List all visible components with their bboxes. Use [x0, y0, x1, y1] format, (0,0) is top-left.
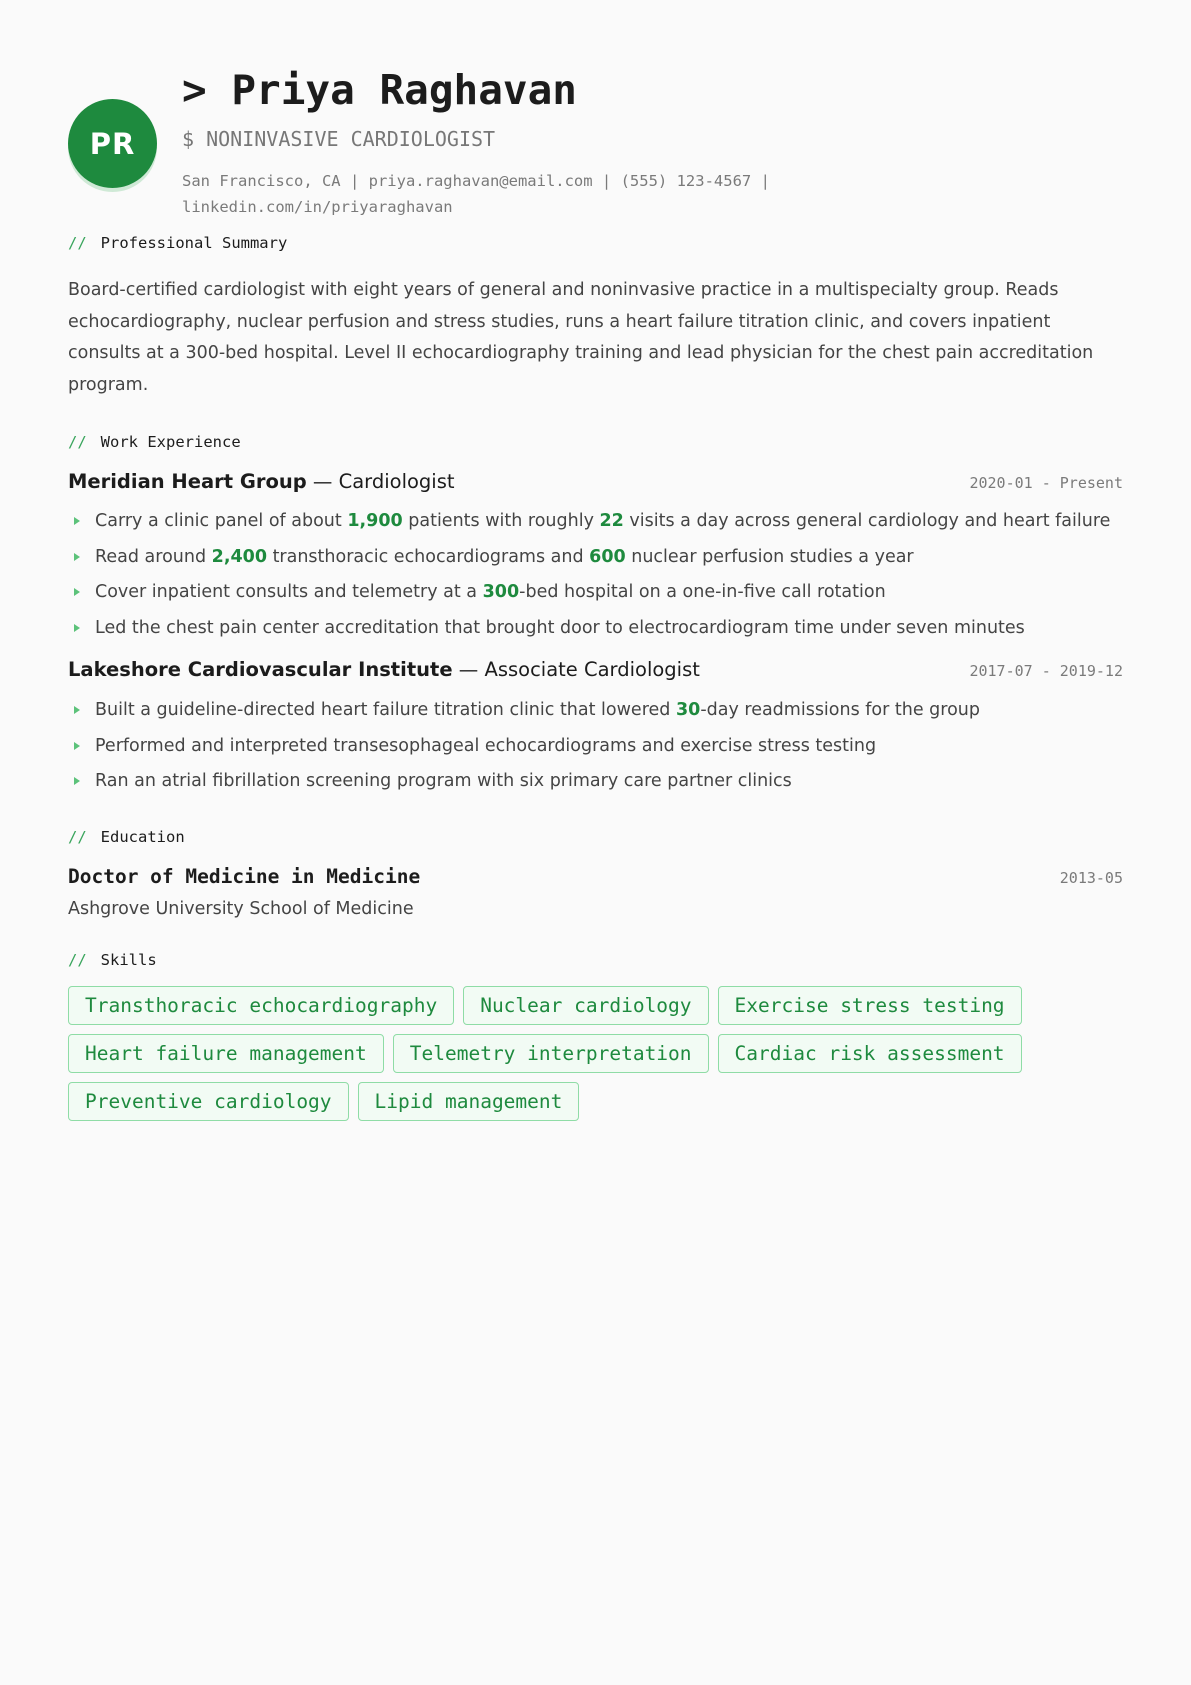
bullet-text: Read around — [95, 546, 212, 567]
bullet-marker-icon — [74, 706, 80, 714]
bullet-text: nuclear perfusion studies a year — [625, 546, 914, 567]
bullet-text: Performed and interpreted transesophageal echocardiograms and exercise stress testing — [95, 735, 877, 756]
job-bullet — [68, 540, 1123, 576]
section-slash: // — [68, 950, 87, 969]
summary-text: Board-certified cardiologist with eight years of general and noninvasive practice in a multispecialty group. Reads echocardiography, nuclear perfusion and stress studies, runs a heart failure titration clinic, and covers inpatient consults at a 300-bed hospital. Level II echocardiography training and lead physician for the chest pain accreditation program. — [68, 280, 1094, 395]
bullet-metric: 300 — [482, 582, 520, 602]
job-bullets — [68, 504, 1123, 646]
section-slash: // — [68, 433, 87, 451]
skill-chip: Nuclear cardiology — [463, 986, 708, 1025]
job-bullet — [68, 693, 1123, 729]
skill-chip: Transthoracic echocardiography — [68, 986, 454, 1025]
school-name: Ashgrove University School of Medicine — [68, 898, 414, 919]
education-entry — [68, 865, 1123, 923]
skills-list — [68, 986, 1068, 1130]
bullet-text: visits a day across general cardiology and heart failure — [623, 511, 1111, 531]
section-heading-skills — [68, 949, 1123, 971]
job-bullet — [68, 611, 1123, 647]
contact-info: San Francisco, CA | priya.raghavan@email.com | (555) 123-4567 | linkedin.com/in/priyaraghavan — [182, 172, 770, 216]
bullet-text: Cover inpatient consults and telemetry at a — [95, 582, 483, 602]
job-entry — [68, 470, 1123, 646]
job-title: $ NONINVASIVE CARDIOLOGIST — [182, 127, 496, 151]
bullet-marker-icon — [74, 742, 80, 750]
job-heading — [68, 658, 700, 681]
job-bullet — [68, 504, 1123, 540]
job-entry — [68, 658, 1123, 800]
skill-chip: Cardiac risk assessment — [718, 1034, 1022, 1073]
education-header — [68, 865, 1123, 895]
company-name: Meridian Heart Group — [68, 470, 307, 493]
bullet-metric: 22 — [599, 511, 624, 531]
degree: Doctor of Medicine in Medicine — [68, 864, 421, 888]
bullet-metric: 30 — [675, 700, 701, 720]
section-title: Education — [100, 827, 185, 846]
job-header — [68, 658, 1123, 688]
section-heading-experience — [68, 431, 1123, 453]
education-date: 2013-05 — [1059, 868, 1123, 887]
bullet-text: -day readmissions for the group — [700, 700, 981, 720]
bullet-text: Ran an atrial fibrillation screening program with six primary care partner clinics — [95, 771, 792, 791]
avatar: PR — [68, 99, 157, 188]
resume-header — [68, 0, 1123, 218]
bullet-metric: 2,400 — [211, 546, 267, 567]
candidate-name: > Priya Raghavan — [182, 66, 577, 114]
bullet-text: Led the chest pain center accreditation that brought door to electrocardiogram time under seven minutes — [95, 617, 1025, 638]
skill-chip: Preventive cardiology — [68, 1082, 349, 1121]
job-role: — Cardiologist — [306, 470, 455, 493]
company-name: Lakeshore Cardiovascular Institute — [68, 658, 453, 681]
section-slash: // — [68, 234, 87, 252]
job-role: — Associate Cardiologist — [452, 658, 700, 681]
job-bullet — [68, 729, 1123, 765]
bullet-text: Built a guideline-directed heart failure titration clinic that lowered — [95, 700, 676, 720]
header-text — [182, 62, 1123, 220]
section-heading-summary — [68, 232, 1123, 254]
skill-chip: Telemetry interpretation — [393, 1034, 709, 1073]
bullet-marker-icon — [74, 777, 80, 785]
bullet-metric: 600 — [589, 546, 626, 567]
skill-chip: Heart failure management — [68, 1034, 384, 1073]
skill-chip: Lipid management — [358, 1082, 580, 1121]
bullet-text: patients with roughly — [402, 511, 600, 531]
job-heading — [68, 470, 455, 493]
bullet-text: -bed hospital on a one-in-five call rotation — [519, 582, 886, 602]
skill-chip: Exercise stress testing — [718, 986, 1022, 1025]
bullet-marker-icon — [74, 553, 80, 561]
bullet-text: Carry a clinic panel of about — [95, 511, 348, 531]
section-slash: // — [68, 827, 87, 846]
job-header — [68, 470, 1123, 500]
bullet-marker-icon — [74, 517, 80, 525]
job-bullet — [68, 575, 1123, 611]
section-title: Work Experience — [100, 433, 241, 451]
bullet-marker-icon — [74, 588, 80, 596]
job-dates: 2020-01 - Present — [969, 474, 1123, 492]
job-dates: 2017-07 - 2019-12 — [969, 662, 1123, 680]
section-heading-education — [68, 826, 1123, 848]
bullet-text: transthoracic echocardiograms and — [267, 546, 590, 567]
bullet-marker-icon — [74, 624, 80, 632]
section-title: Professional Summary — [100, 234, 288, 252]
section-title: Skills — [100, 950, 157, 969]
bullet-metric: 1,900 — [347, 511, 403, 531]
job-bullet — [68, 764, 1123, 800]
job-bullets — [68, 693, 1123, 800]
